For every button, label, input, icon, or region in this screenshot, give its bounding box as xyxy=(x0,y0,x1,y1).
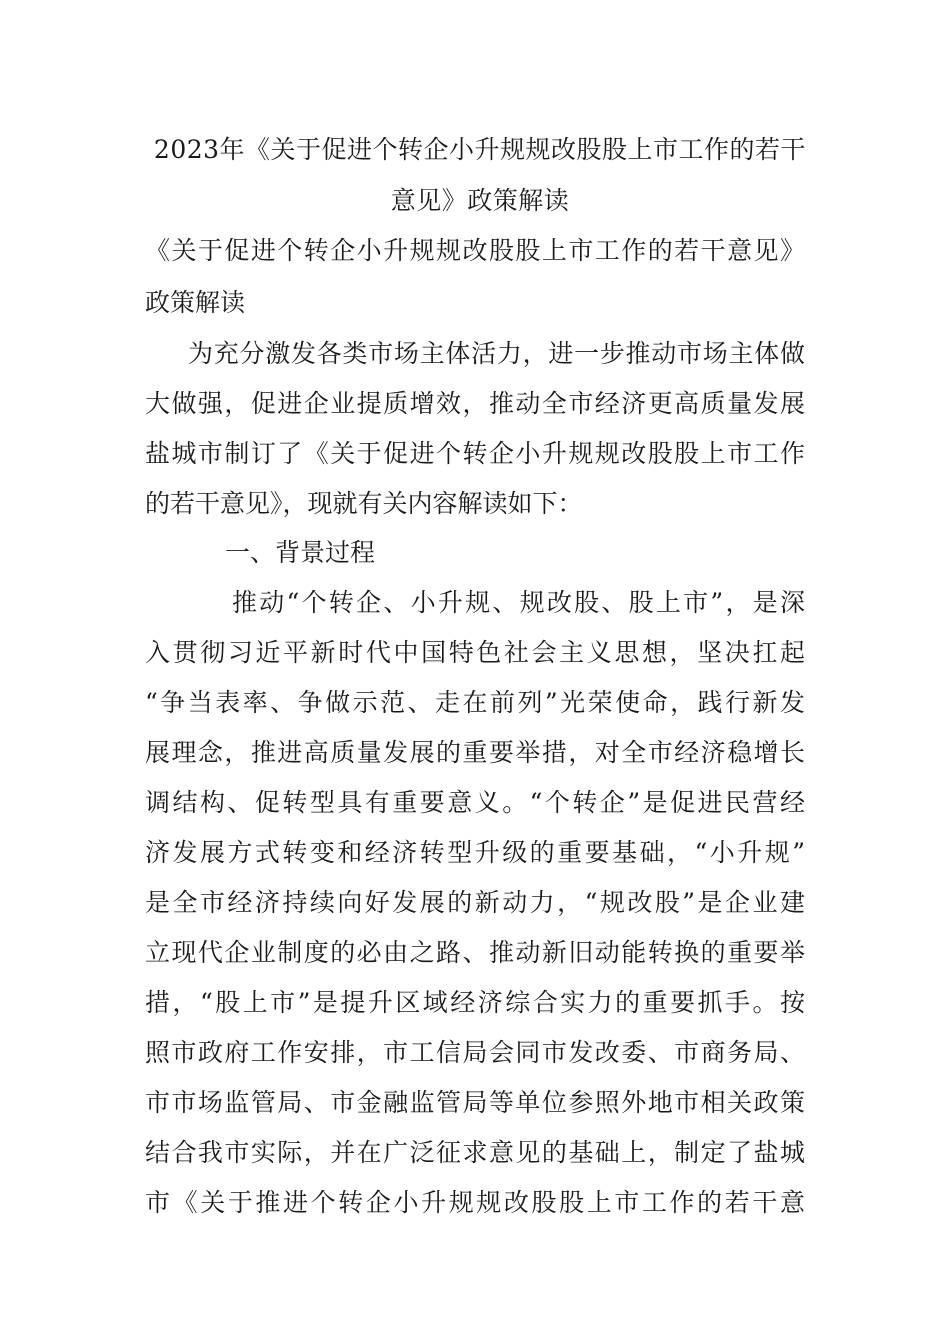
section-heading-background: 一、背景过程 xyxy=(225,538,376,567)
section1-line-1: 推动“个转企、小升规、规改股、股上市”，是深 xyxy=(232,588,805,617)
section1-line-12: 结合我市实际，并在广泛征求意见的基础上，制定了盐城 xyxy=(145,1138,805,1167)
subtitle-line-1: 《关于促进个转企小升规规改股股上市工作的若干意见》 xyxy=(145,236,805,265)
section1-line-9: 措，“股上市”是提升区域经济综合实力的重要抓手。按 xyxy=(145,988,805,1017)
intro-line-4: 的若干意见》，现就有关内容解读如下： xyxy=(145,489,583,518)
section1-line-5: 调结构、促转型具有重要意义。“个转企”是促进民营经 xyxy=(145,788,805,817)
intro-line-3: 盐城市制订了《关于促进个转企小升规规改股股上市工作 xyxy=(145,439,805,468)
section1-line-11: 市市场监管局、市金融监管局等单位参照外地市相关政策 xyxy=(145,1088,805,1117)
intro-line-1: 为充分激发各类市场主体活力，进一步推动市场主体做 xyxy=(188,339,805,368)
section1-line-3: “争当表率、争做示范、走在前列”光荣使命，践行新发 xyxy=(145,688,805,717)
section1-line-10: 照市政府工作安排，市工信局会同市发改委、市商务局、 xyxy=(145,1038,805,1067)
section1-line-8: 立现代企业制度的必由之路、推动新旧动能转换的重要举 xyxy=(145,938,805,967)
section1-line-7: 是全市经济持续向好发展的新动力，“规改股”是企业建 xyxy=(145,888,805,917)
subtitle-line-2: 政策解读 xyxy=(145,288,246,317)
document-title-line-1: 2023年《关于促进个转企小升规规改股股上市工作的若干 xyxy=(153,135,807,164)
intro-line-2: 大做强，促进企业提质增效，推动全市经济更高质量发展 xyxy=(145,389,805,418)
section1-line-6: 济发展方式转变和经济转型升级的重要基础，“小升规” xyxy=(145,838,805,867)
document-title-line-2: 意见》政策解读 xyxy=(390,186,570,215)
section1-line-13: 市《关于推进个转企小升规规改股股上市工作的若干意 xyxy=(145,1188,805,1217)
section1-line-2: 入贯彻习近平新时代中国特色社会主义思想，坚决扛起 xyxy=(145,638,805,667)
section1-line-4: 展理念，推进高质量发展的重要举措，对全市经济稳增长 xyxy=(145,738,805,767)
